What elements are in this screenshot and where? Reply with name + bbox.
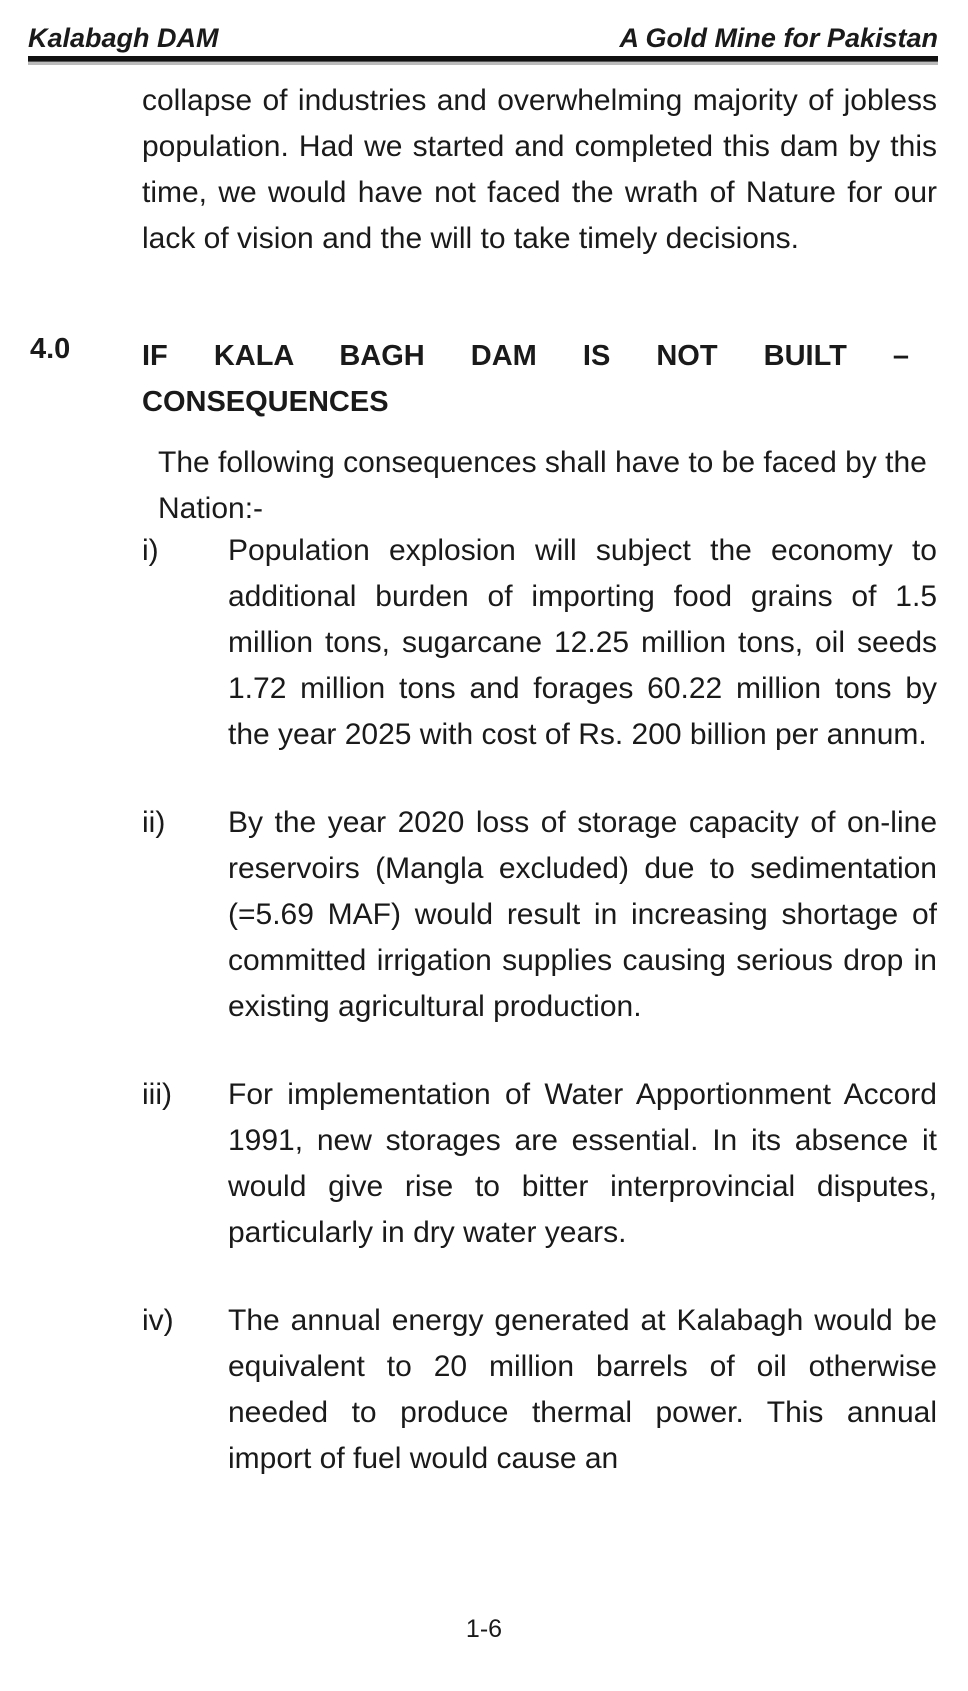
section-title-line1: IF KALA BAGH DAM IS NOT BUILT –	[142, 340, 910, 372]
list-item-marker: ii)	[142, 806, 166, 839]
list-item-marker: i)	[142, 534, 159, 567]
list-item-text: By the year 2020 loss of storage capacity of on-line reservoirs (Mangla excluded) due to sedimentation (=5.69 MAF) would result in increasing shortage of committed irrigation supplies causing serious drop in existing agricultural production.	[228, 806, 937, 1023]
list-item-text: For implementation of Water Apportionment Accord 1991, new storages are essential. In its absence it would give rise to bitter interprovincial disputes, particularly in dry water years.	[228, 1078, 937, 1249]
intro-paragraph: collapse of industries and overwhelming majority of jobless population. Had we started and completed this dam by this time, we would have not faced the wrath of Nature for our lack of vision and the will to take timely decisions.	[142, 84, 937, 255]
list-item-text: The annual energy generated at Kalabagh would be equivalent to 20 million barrels of oil otherwise needed to produce thermal power. This annual import of fuel would cause an	[228, 1304, 937, 1475]
header-right-title: A Gold Mine for Pakistan	[619, 23, 938, 53]
page-number: 1-6	[465, 1615, 503, 1643]
header-rule	[28, 56, 938, 65]
section-title-line2: CONSEQUENCES	[142, 386, 389, 418]
list-item-marker: iv)	[142, 1304, 174, 1337]
section-number: 4.0	[30, 333, 71, 365]
list-item-marker: iii)	[142, 1078, 172, 1111]
section-lead: The following consequences shall have to be faced by the Nation:-	[158, 446, 927, 525]
list-item-text: Population explosion will subject the economy to additional burden of importing food grains of 1.5 million tons, sugarcane 12.25 million tons, oil seeds 1.72 million tons and forages 60.22 million tons by the year 2025 with cost of Rs. 200 billion per annum.	[228, 534, 937, 751]
running-header	[28, 14, 938, 54]
section-title	[142, 333, 937, 425]
header-left-title: Kalabagh DAM	[28, 23, 219, 53]
